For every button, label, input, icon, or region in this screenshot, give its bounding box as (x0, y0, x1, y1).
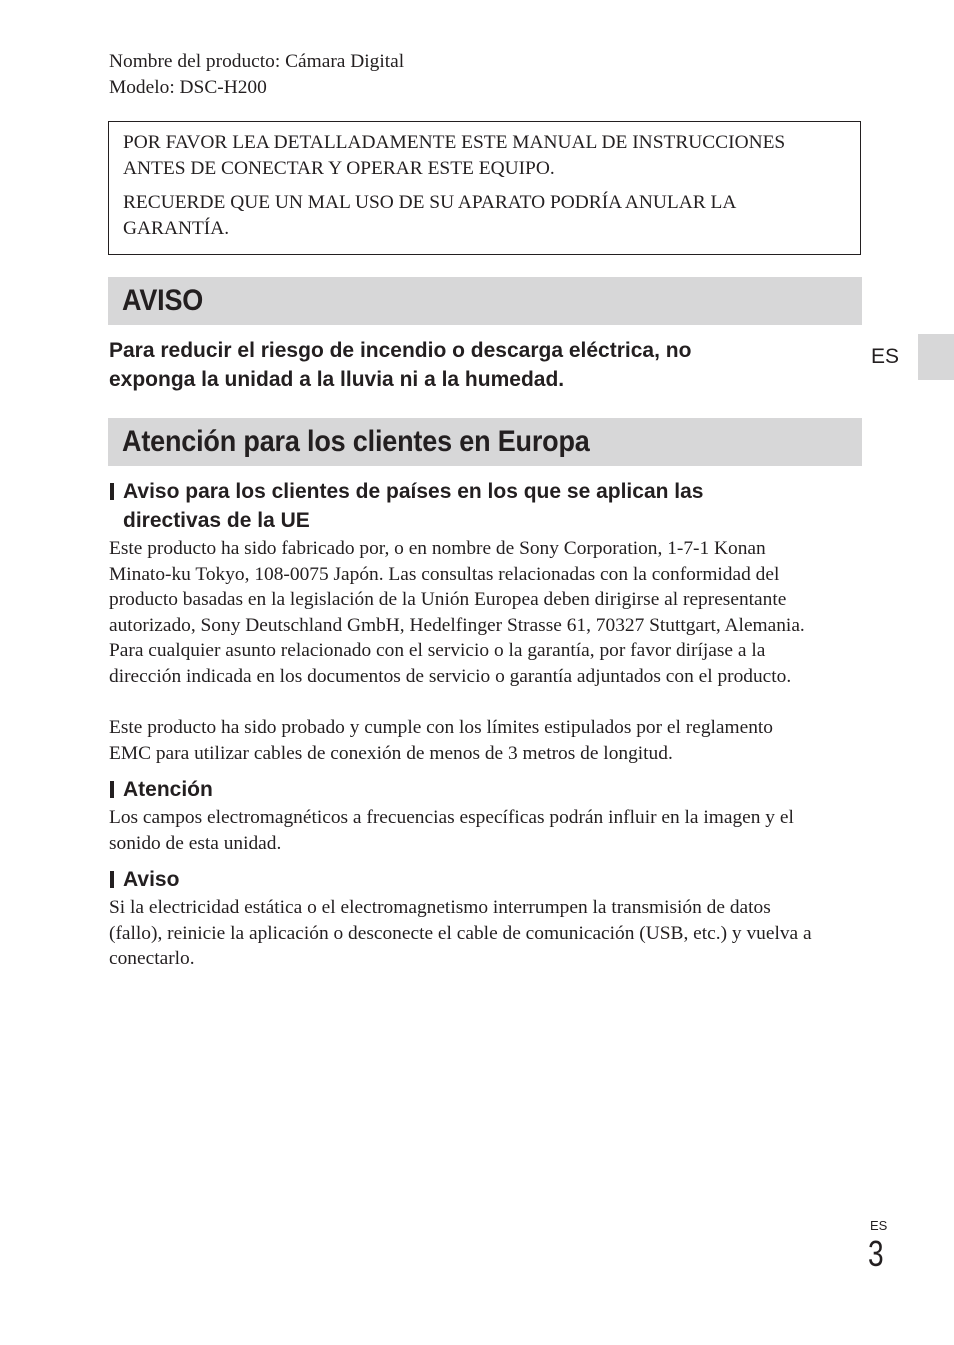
heading-bar-marker (110, 781, 114, 798)
product-name-line: Nombre del producto: Cámara Digital (109, 51, 405, 72)
notice-line: ANTES DE CONECTAR Y OPERAR ESTE EQUIPO. (123, 157, 555, 179)
section-title: AVISO (122, 284, 204, 317)
text-line: autorizado, Sony Deutschland GmbH, Hedelfinger Strasse 61, 70327 Stuttgart, Alemania. (109, 614, 805, 636)
subheading-line: directivas de la UE (123, 509, 310, 532)
text-line: Si la electricidad estática o el electromagnetismo interrumpen la transmisión de datos (109, 897, 771, 918)
paragraph-manufacturer (109, 536, 869, 689)
notice-line: POR FAVOR LEA DETALLADAMENTE ESTE MANUAL DE INSTRUCCIONES (123, 132, 786, 153)
notice-line: GARANTÍA. (123, 217, 230, 239)
text-line: Este producto ha sido probado y cumple con los límites estipulados por el reglamento (109, 717, 773, 738)
notice-paragraph-warranty (123, 190, 848, 241)
text-line: Para cualquier asunto relacionado con el servicio o la garantía, por favor diríjase a la (109, 640, 766, 661)
product-info (109, 49, 709, 100)
subheading-line: Aviso para los clientes de países en los que se aplican las (123, 480, 704, 503)
language-tab-label: ES (871, 345, 900, 368)
text-line: EMC para utilizar cables de conexión de menos de 3 metros de longitud. (109, 742, 673, 764)
paragraph-electromagnetic (109, 805, 869, 856)
subheading-line: Atención (123, 778, 213, 801)
subheading-atencion (109, 775, 213, 804)
fire-shock-warning (109, 336, 809, 394)
paragraph-emc (109, 715, 869, 766)
language-tab-marker (918, 334, 954, 380)
notice-line: RECUERDE QUE UN MAL USO DE SU APARATO PODRÍA ANULAR LA (123, 192, 737, 213)
footer-language: ES (870, 1218, 888, 1233)
text-line: (fallo), reinicie la aplicación o desconecte el cable de comunicación (USB, etc.) y vuelva a (109, 922, 812, 944)
text-line: Este producto ha sido fabricado por, o en nombre de Sony Corporation, 1-7-1 Konan (109, 538, 766, 559)
text-line: producto basadas en la legislación de la Unión Europea deben dirigirse al representante (109, 589, 787, 610)
page-number: 3 (868, 1233, 884, 1274)
notice-box (108, 121, 861, 255)
section-title: Atención para los clientes en Europa (122, 425, 590, 458)
text-line: Los campos electromagnéticos a frecuencias específicas podrán influir en la imagen y el (109, 807, 794, 828)
paragraph-static-electricity (109, 895, 869, 972)
text-line: Minato-ku Tokyo, 108-0075 Japón. Las consultas relacionadas con la conformidad del (109, 563, 780, 585)
warning-line: exponga la unidad a la lluvia ni a la humedad. (109, 368, 565, 391)
text-line: sonido de esta unidad. (109, 832, 282, 854)
heading-bar-marker (110, 483, 114, 500)
text-line: conectarlo. (109, 948, 195, 969)
subheading-line: Aviso (123, 868, 180, 891)
warning-line: Para reducir el riesgo de incendio o descarga eléctrica, no (109, 339, 692, 362)
heading-bar-marker (110, 871, 114, 888)
subheading-eu-directives (109, 477, 703, 535)
model-line: Modelo: DSC-H200 (109, 76, 267, 98)
notice-paragraph-read-manual (123, 130, 848, 181)
text-line: dirección indicada en los documentos de servicio o garantía adjuntados con el producto. (109, 665, 792, 687)
section-header-europa (108, 418, 862, 466)
section-header-aviso (108, 277, 862, 325)
subheading-aviso (109, 865, 179, 894)
